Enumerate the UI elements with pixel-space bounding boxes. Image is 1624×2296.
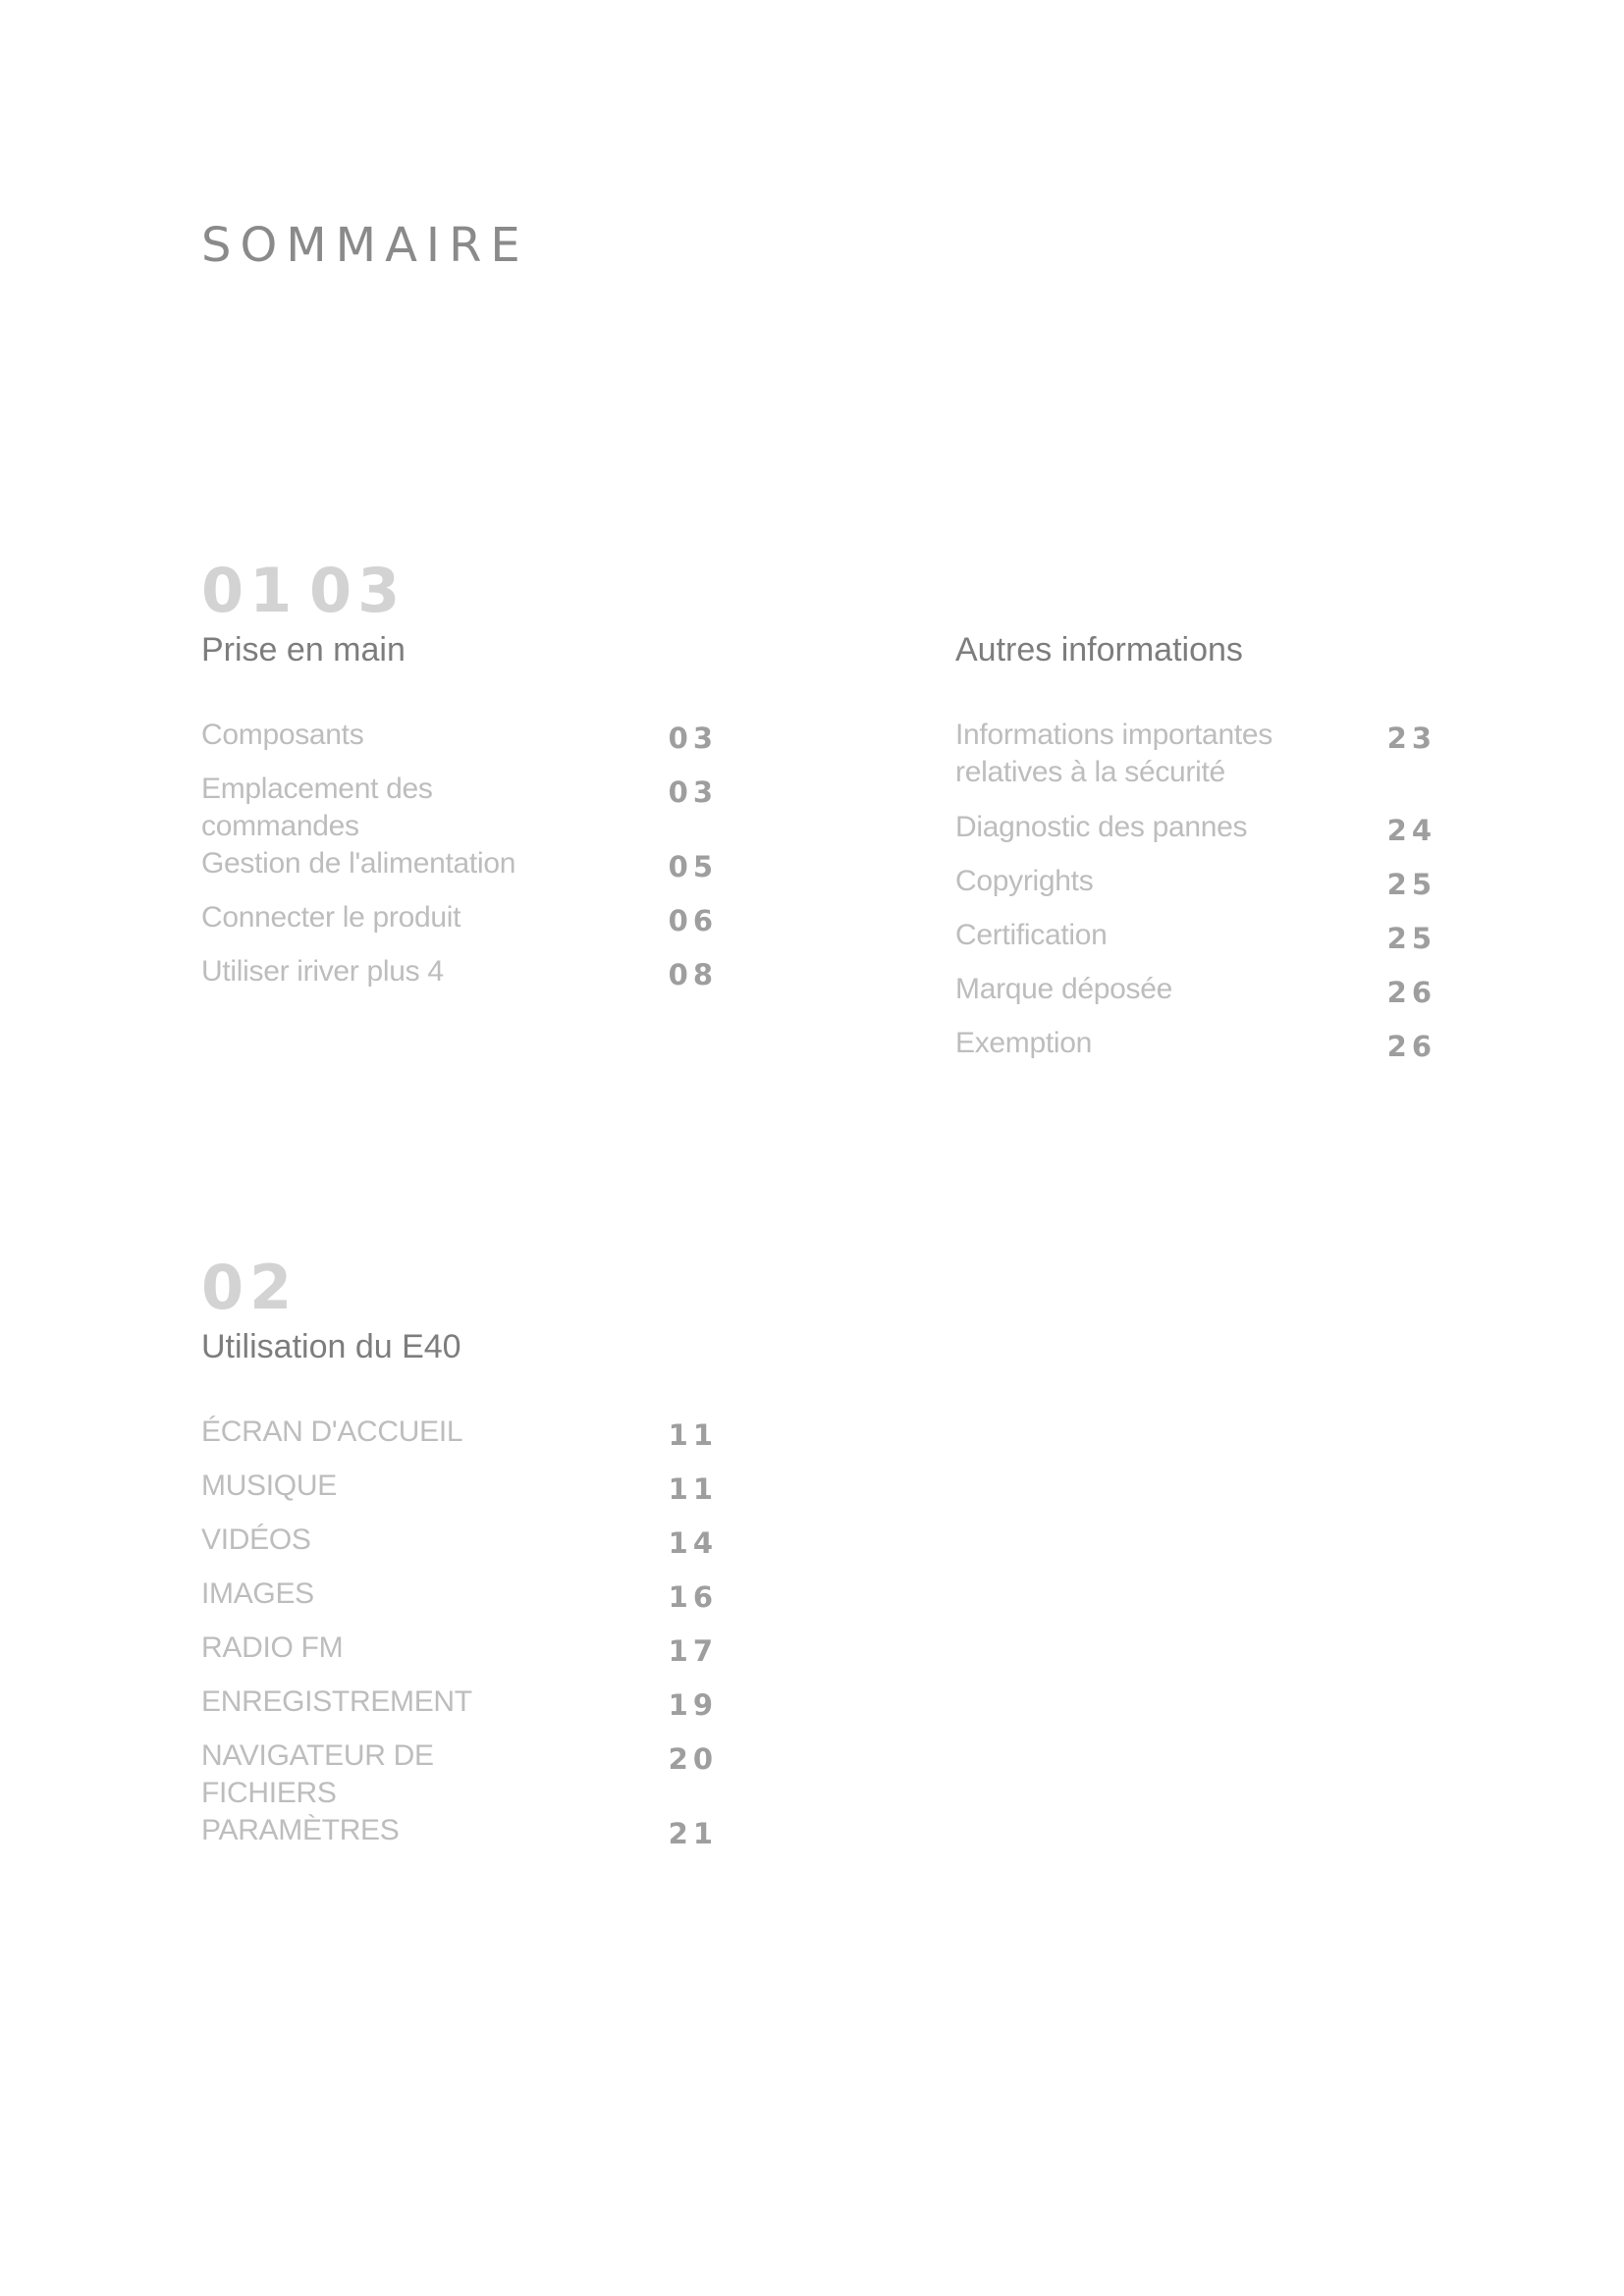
toc-entry-navigateur[interactable] (201, 1737, 718, 1812)
toc-entry-label: Connecter le produit (201, 901, 461, 934)
toc-entry-diagnostic[interactable] (955, 809, 1436, 863)
toc-entry-images[interactable] (201, 1575, 718, 1629)
toc-entry-label: Exemption (955, 1027, 1093, 1059)
toc-entry-copyrights[interactable] (955, 863, 1436, 917)
toc-entry-label: NAVIGATEUR DE FICHIERS (201, 1739, 434, 1809)
toc-entry-label: PARAMÈTRES (201, 1814, 400, 1846)
toc-entry-page: 11 (668, 1418, 718, 1452)
toc-entry-composants[interactable] (201, 717, 718, 771)
toc-entry-label: Utiliser iriver plus 4 (201, 955, 444, 988)
page-title: SOMMAIRE (201, 218, 529, 273)
toc-entry-page: 21 (668, 1817, 718, 1850)
toc-entry-label: MUSIQUE (201, 1469, 337, 1502)
toc-entry-connecter[interactable] (201, 899, 718, 953)
toc-entry-page: 11 (668, 1472, 718, 1506)
toc-entry-page: 25 (1386, 922, 1436, 955)
toc-entry-label: ENREGISTREMENT (201, 1685, 472, 1718)
toc-entry-page: 05 (668, 850, 718, 883)
toc-entry-page: 16 (668, 1580, 718, 1614)
toc-entry-label: VIDÉOS (201, 1523, 311, 1556)
toc-entry-musique[interactable] (201, 1468, 718, 1522)
toc-entry-page: 17 (668, 1634, 718, 1668)
toc-entry-page: 26 (1386, 976, 1436, 1009)
toc-entry-emplacement[interactable] (201, 771, 718, 845)
toc-entry-certification[interactable] (955, 917, 1436, 971)
section-title: Utilisation du E40 (201, 1328, 461, 1365)
toc-entry-label: ÉCRAN D'ACCUEIL (201, 1415, 463, 1448)
toc-entry-page: 14 (668, 1526, 718, 1560)
toc-entry-label: Copyrights (955, 865, 1094, 897)
toc-entry-page: 06 (668, 904, 718, 937)
toc-entry-page: 03 (668, 775, 718, 809)
toc-entry-label: Informations importantes relatives à la sécurité (955, 719, 1272, 788)
toc-entry-page: 08 (668, 958, 718, 991)
toc-entry-label: Emplacement des commandes (201, 773, 433, 842)
toc-entry-page: 24 (1386, 814, 1436, 847)
toc-entry-page: 23 (1386, 721, 1436, 755)
toc-entry-label: Gestion de l'alimentation (201, 847, 516, 880)
toc-entry-iriver-plus[interactable] (201, 953, 718, 1007)
toc-section-02 (201, 1252, 731, 1866)
toc-entry-alimentation[interactable] (201, 845, 718, 899)
toc-entry-marque[interactable] (955, 971, 1436, 1025)
toc-entry-page: 19 (668, 1688, 718, 1722)
toc-entry-page: 03 (668, 721, 718, 755)
toc-entry-label: Certification (955, 919, 1108, 951)
toc-entry-label: RADIO FM (201, 1631, 344, 1664)
section-title: Autres informations (955, 631, 1243, 668)
toc-entries (955, 717, 1486, 1079)
section-number: 02 (201, 1252, 298, 1323)
toc-entry-label: Diagnostic des pannes (955, 811, 1248, 843)
toc-entry-enregistrement[interactable] (201, 1683, 718, 1737)
toc-entry-page: 20 (668, 1742, 718, 1776)
toc-entry-radio-fm[interactable] (201, 1629, 718, 1683)
toc-entry-label: Marque déposée (955, 973, 1172, 1005)
toc-entry-parametres[interactable] (201, 1812, 718, 1866)
section-number: 03 (309, 555, 406, 626)
toc-entry-label: Composants (201, 719, 364, 751)
toc-entries (201, 1414, 731, 1866)
toc-entry-exemption[interactable] (955, 1025, 1436, 1079)
toc-entry-securite[interactable] (955, 717, 1436, 809)
section-title: Prise en main (201, 631, 406, 668)
toc-entries (201, 717, 731, 1007)
toc-entry-label: IMAGES (201, 1577, 314, 1610)
toc-entry-page: 25 (1386, 868, 1436, 901)
toc-entry-ecran-accueil[interactable] (201, 1414, 718, 1468)
toc-entry-page: 26 (1386, 1030, 1436, 1063)
toc-section-01 (201, 555, 731, 1007)
section-number: 01 (201, 555, 298, 626)
toc-entry-videos[interactable] (201, 1522, 718, 1575)
